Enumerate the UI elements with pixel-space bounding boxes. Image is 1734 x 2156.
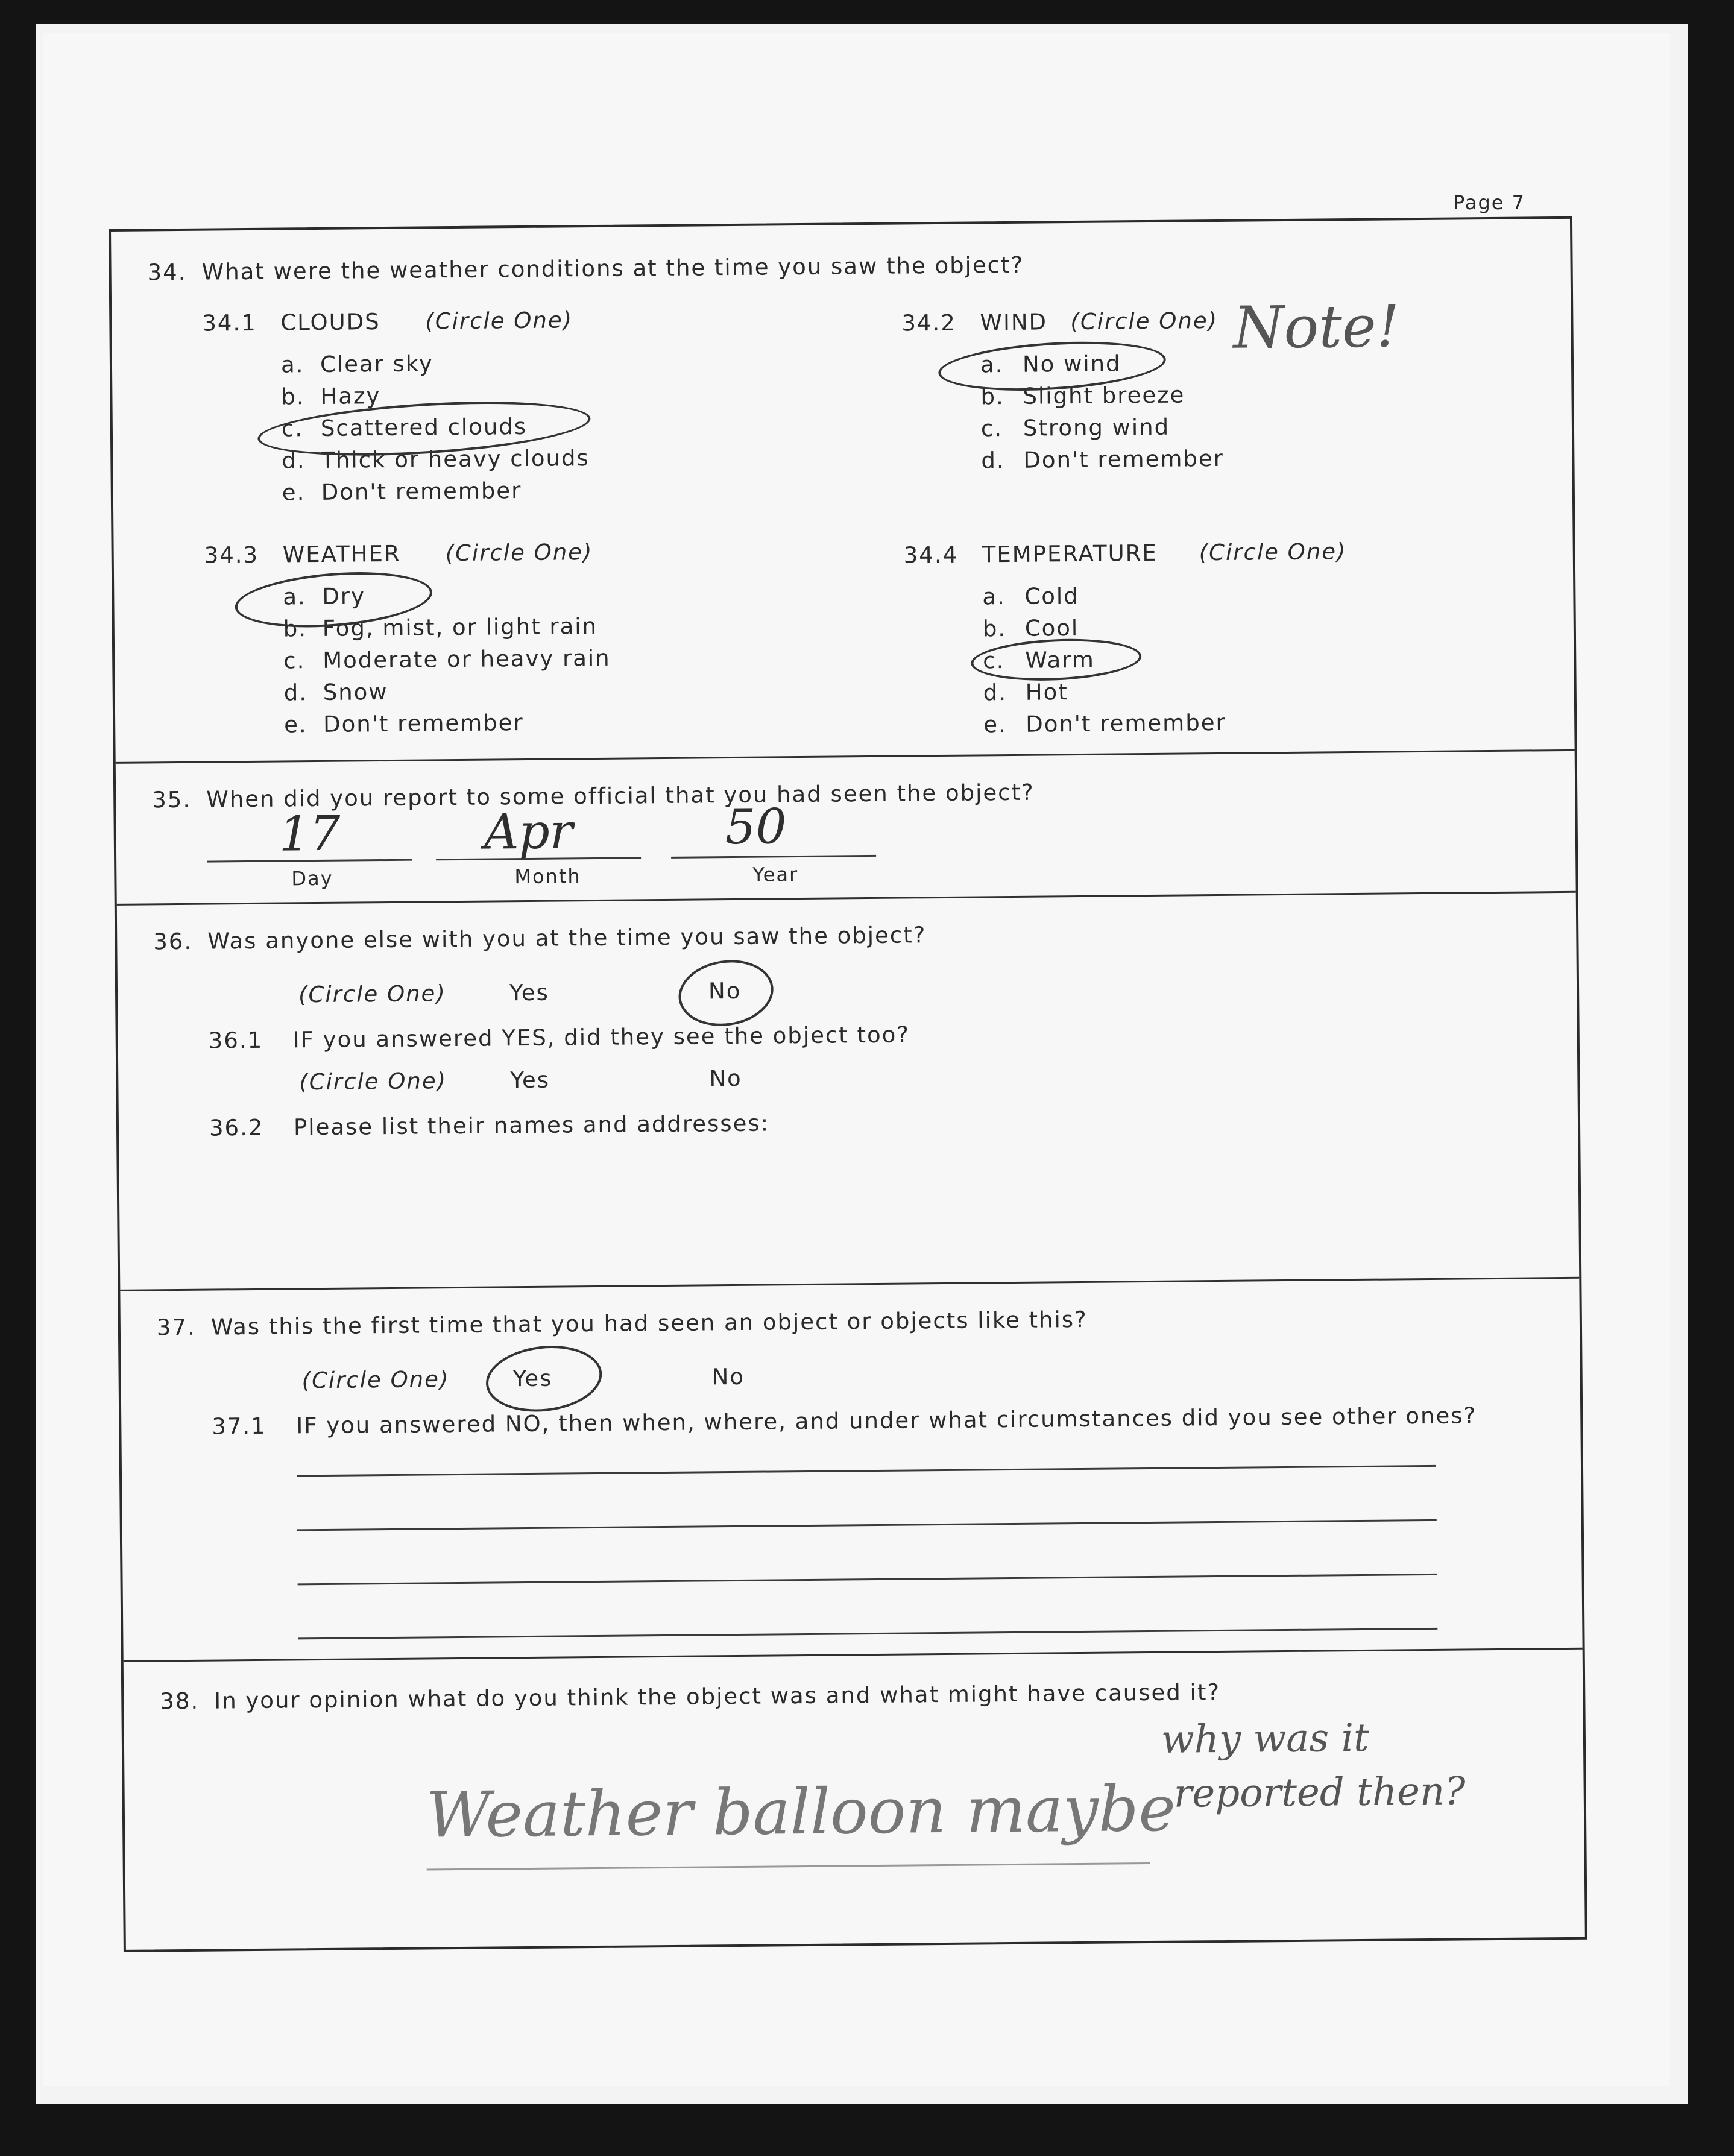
q34-4-number: 34.4 xyxy=(903,541,959,569)
option-letter: d. xyxy=(282,447,306,474)
q37-number: 37. xyxy=(156,1314,196,1341)
option-letter: e. xyxy=(283,711,307,738)
q37-question: Was this the first time that you had seen an object or objects like this? xyxy=(210,1306,1088,1340)
option-label: Don't remember xyxy=(323,710,524,737)
q36-instruction: (Circle One) xyxy=(298,980,446,1008)
q37-no-option[interactable]: No xyxy=(711,1363,745,1390)
month-label: Month xyxy=(514,865,581,889)
option-label: Don't remember xyxy=(1023,445,1225,473)
section-divider xyxy=(117,891,1576,906)
clouds-instruction: (Circle One) xyxy=(425,307,573,335)
q37-1-question: IF you answered NO, then when, where, and under what circumstances did you see other ones? xyxy=(296,1402,1477,1439)
option-label: Slight breeze xyxy=(1023,382,1185,409)
month-value[interactable]: Apr xyxy=(484,803,573,860)
option-letter: e. xyxy=(282,479,306,506)
section-divider xyxy=(116,749,1575,764)
q34-1-number: 34.1 xyxy=(202,309,257,336)
margin-note-line1: why was it xyxy=(1161,1715,1370,1762)
option-letter: a. xyxy=(982,584,1006,610)
year-value[interactable]: 50 xyxy=(725,798,787,856)
option-letter: a. xyxy=(283,584,306,610)
q35-question: When did you report to some official that you had seen the object? xyxy=(206,779,1035,813)
option-letter: c. xyxy=(980,415,1003,442)
option-label: Cold xyxy=(1024,582,1079,610)
temperature-instruction: (Circle One) xyxy=(1199,538,1347,566)
answer-line[interactable] xyxy=(298,1628,1437,1639)
option-letter: b. xyxy=(283,616,307,642)
handwritten-answer: Weather balloon maybe xyxy=(426,1771,1176,1852)
temperature-circle-mark xyxy=(970,635,1143,684)
day-line xyxy=(207,859,412,863)
option-label: Snow xyxy=(323,678,388,705)
q34-number: 34. xyxy=(147,259,187,286)
option-label: Cool xyxy=(1024,614,1079,641)
q36-circle-mark xyxy=(674,954,778,1032)
q36-question: Was anyone else with you at the time you saw the object? xyxy=(207,922,927,954)
section-divider xyxy=(124,1648,1583,1662)
q36-1-no-option[interactable]: No xyxy=(709,1065,742,1092)
q35-number: 35. xyxy=(152,786,192,813)
option-letter: d. xyxy=(983,679,1007,706)
q36-1-instruction: (Circle One) xyxy=(299,1068,447,1095)
option-label: No wind xyxy=(1022,350,1121,377)
year-label: Year xyxy=(752,863,799,886)
day-label: Day xyxy=(291,866,333,890)
q36-yes-option[interactable]: Yes xyxy=(509,979,549,1006)
option-letter: b. xyxy=(980,383,1004,410)
option-label: Moderate or heavy rain xyxy=(323,645,611,673)
answer-line[interactable] xyxy=(298,1574,1437,1585)
q37-yes-option[interactable]: Yes xyxy=(512,1365,553,1392)
q34-3-number: 34.3 xyxy=(204,541,259,569)
wind-instruction: (Circle One) xyxy=(1070,307,1219,335)
option-letter: e. xyxy=(983,711,1007,738)
q37-instruction: (Circle One) xyxy=(301,1366,450,1394)
option-letter: a. xyxy=(980,351,1004,378)
option-label: Strong wind xyxy=(1023,414,1170,441)
q34-question: What were the weather conditions at the time you saw the object? xyxy=(201,251,1024,285)
day-value[interactable]: 17 xyxy=(279,805,341,862)
option-label: Fog, mist, or light rain xyxy=(322,613,598,641)
option-label: Scattered clouds xyxy=(320,413,528,441)
option-letter: b. xyxy=(281,383,305,410)
handwritten-note: Note! xyxy=(1233,292,1400,362)
option-letter: c. xyxy=(281,415,304,442)
q36-no-option[interactable]: No xyxy=(708,977,742,1004)
section-divider xyxy=(120,1277,1579,1291)
q36-1-yes-option[interactable]: Yes xyxy=(510,1067,550,1094)
q36-2-number: 36.2 xyxy=(209,1114,264,1141)
option-letter: c. xyxy=(283,648,306,674)
option-label: Hazy xyxy=(320,383,381,409)
answer-underline xyxy=(427,1862,1150,1870)
q37-circle-mark xyxy=(482,1340,605,1417)
margin-note-line2: reported then? xyxy=(1173,1769,1466,1817)
q37-1-number: 37.1 xyxy=(212,1413,266,1440)
questionnaire-form xyxy=(109,216,1587,1952)
q38-question: In your opinion what do you think the object was and what might have caused it? xyxy=(214,1679,1221,1714)
answer-line[interactable] xyxy=(297,1465,1436,1477)
option-label: Warm xyxy=(1025,646,1095,673)
option-label: Hot xyxy=(1025,679,1068,705)
page-label: Page 7 xyxy=(1453,191,1525,214)
weather-instruction: (Circle One) xyxy=(445,539,593,567)
temperature-title: TEMPERATURE xyxy=(982,540,1158,568)
answer-line[interactable] xyxy=(297,1519,1437,1531)
wind-title: WIND xyxy=(980,309,1048,336)
option-label: Dry xyxy=(322,583,366,610)
month-line xyxy=(436,857,641,860)
option-label: Don't remember xyxy=(1026,709,1226,737)
option-letter: d. xyxy=(283,679,308,706)
clouds-title: CLOUDS xyxy=(280,309,380,336)
q36-1-question: IF you answered YES, did they see the object too? xyxy=(292,1021,910,1053)
option-label: Thick or heavy clouds xyxy=(321,445,590,473)
q36-number: 36. xyxy=(153,928,193,955)
option-label: Clear sky xyxy=(320,350,434,377)
option-letter: c. xyxy=(983,648,1005,674)
weather-title: WEATHER xyxy=(282,540,401,568)
option-label: Don't remember xyxy=(321,478,522,505)
option-letter: b. xyxy=(982,616,1007,642)
year-line xyxy=(671,855,876,859)
q34-2-number: 34.2 xyxy=(901,309,956,336)
q36-2-question: Please list their names and addresses: xyxy=(293,1110,770,1141)
option-letter: d. xyxy=(981,447,1005,474)
option-letter: a. xyxy=(280,351,304,378)
q38-number: 38. xyxy=(160,1688,200,1715)
q36-1-number: 36.1 xyxy=(208,1027,263,1054)
